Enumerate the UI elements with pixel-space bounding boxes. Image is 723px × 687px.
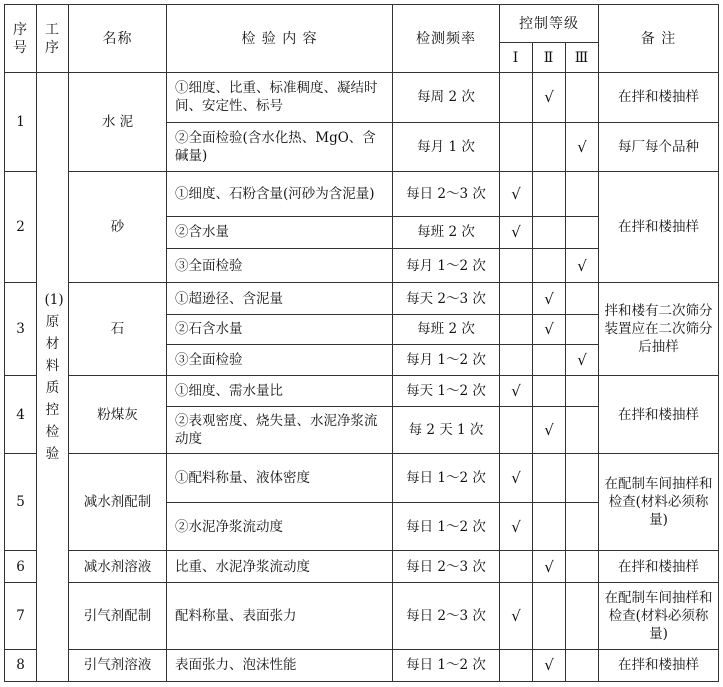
name-cell: 减水剂配制	[69, 454, 167, 551]
content-cell: ②含水量	[167, 216, 393, 248]
level-3-cell	[566, 248, 599, 282]
seq-cell: 5	[5, 454, 37, 551]
level-2-cell	[533, 376, 566, 406]
level-2-cell	[533, 502, 566, 551]
level-1-cell	[500, 314, 533, 344]
frequency-cell: 每日 1～2 次	[393, 649, 500, 681]
table-row	[5, 73, 719, 123]
header-frequency: 检测频率	[393, 5, 500, 73]
frequency-cell: 每班 2 次	[393, 314, 500, 344]
check-mark: √	[577, 256, 587, 275]
seq-cell: 2	[5, 172, 37, 283]
check-mark: √	[544, 421, 554, 440]
name-cell: 减水剂溶液	[69, 551, 167, 582]
level-1-cell	[500, 73, 533, 123]
check-mark: √	[544, 320, 554, 339]
table-row	[5, 283, 719, 314]
name-cell: 砂	[69, 172, 167, 283]
content-cell: 比重、水泥净浆流动度	[167, 551, 393, 582]
seq-cell: 7	[5, 582, 37, 649]
level-3-cell	[566, 649, 599, 681]
header-stage: 工序	[37, 5, 69, 73]
frequency-cell: 每天 2～3 次	[393, 283, 500, 314]
note-cell: 在配制车间抽样和检查(材料必须称量)	[599, 582, 719, 649]
check-mark: √	[577, 351, 587, 370]
note-cell: 在拌和楼抽样	[599, 649, 719, 681]
note-cell: 在拌和楼抽样	[599, 73, 719, 123]
level-1-cell	[500, 502, 533, 551]
table-row	[5, 376, 719, 406]
level-2-cell	[533, 649, 566, 681]
header-name: 名称	[69, 5, 167, 73]
level-2-cell	[533, 345, 566, 376]
check-mark: √	[544, 289, 554, 308]
level-1-cell	[500, 216, 533, 248]
frequency-cell: 每月 1～2 次	[393, 345, 500, 376]
name-cell: 石	[69, 283, 167, 376]
level-1-cell	[500, 376, 533, 406]
level-2-cell	[533, 406, 566, 454]
level-2-cell	[533, 73, 566, 123]
header-level-1: Ⅰ	[500, 43, 533, 73]
level-1-cell	[500, 122, 533, 172]
frequency-cell: 每日 2～3 次	[393, 172, 500, 217]
seq-cell: 3	[5, 283, 37, 376]
content-cell: ①配料称量、液体密度	[167, 454, 393, 503]
check-mark: √	[544, 557, 554, 576]
level-3-cell	[566, 283, 599, 314]
note-cell: 每厂每个品种	[599, 122, 719, 172]
content-cell: ②表观密度、烧失量、水泥净浆流动度	[167, 406, 393, 454]
level-1-cell	[500, 582, 533, 649]
level-3-cell	[566, 122, 599, 172]
stage-label: (1)原材料质控检验	[44, 292, 64, 462]
content-cell: ①细度、石粉含量(河砂为含泥量)	[167, 172, 393, 217]
level-2-cell	[533, 314, 566, 344]
note-cell: 在配制车间抽样和检查(材料必须称量)	[599, 454, 719, 551]
level-1-cell	[500, 172, 533, 217]
level-3-cell	[566, 376, 599, 406]
frequency-cell: 每月 1～2 次	[393, 248, 500, 282]
frequency-cell: 每月 1 次	[393, 122, 500, 172]
header-content: 检 验 内 容	[167, 5, 393, 73]
content-cell: ②石含水量	[167, 314, 393, 344]
level-1-cell	[500, 649, 533, 681]
frequency-cell: 每周 2 次	[393, 73, 500, 123]
check-mark: √	[544, 88, 554, 107]
name-cell: 粉煤灰	[69, 376, 167, 454]
level-2-cell	[533, 172, 566, 217]
table-row	[5, 551, 719, 582]
header-seq: 序号	[5, 5, 37, 73]
frequency-cell: 每日 2～3 次	[393, 551, 500, 582]
level-2-cell	[533, 454, 566, 503]
stage-cell	[37, 73, 69, 682]
level-1-cell	[500, 406, 533, 454]
level-2-cell	[533, 582, 566, 649]
level-2-cell	[533, 551, 566, 582]
check-mark: √	[511, 517, 521, 536]
content-cell: ①细度、需水量比	[167, 376, 393, 406]
table-row	[5, 582, 719, 649]
note-cell: 拌和楼有二次筛分装置应在二次筛分后抽样	[599, 283, 719, 376]
frequency-cell: 每日 2～3 次	[393, 582, 500, 649]
content-cell: ②全面检验(含水化热、MgO、含碱量)	[167, 122, 393, 172]
seq-cell: 1	[5, 73, 37, 172]
level-3-cell	[566, 551, 599, 582]
table-row	[5, 172, 719, 217]
check-mark: √	[577, 137, 587, 156]
level-1-cell	[500, 283, 533, 314]
note-cell: 在拌和楼抽样	[599, 172, 719, 283]
content-cell: 表面张力、泡沫性能	[167, 649, 393, 681]
header-level-2: Ⅱ	[533, 43, 566, 73]
content-cell: ①细度、比重、标准稠度、凝结时间、安定性、标号	[167, 73, 393, 123]
frequency-cell: 每日 1～2 次	[393, 502, 500, 551]
content-cell: ①超逊径、含泥量	[167, 283, 393, 314]
frequency-cell: 每 2 天 1 次	[393, 406, 500, 454]
content-cell: 配料称量、表面张力	[167, 582, 393, 649]
level-3-cell	[566, 216, 599, 248]
quality-control-table	[4, 4, 719, 682]
name-cell: 引气剂配制	[69, 582, 167, 649]
note-cell: 在拌和楼抽样	[599, 551, 719, 582]
level-2-cell	[533, 216, 566, 248]
level-3-cell	[566, 314, 599, 344]
seq-cell: 8	[5, 649, 37, 681]
check-mark: √	[511, 382, 521, 401]
content-cell: ③全面检验	[167, 248, 393, 282]
header-level-3: Ⅲ	[566, 43, 599, 73]
table-row	[5, 649, 719, 681]
name-cell: 引气剂溶液	[69, 649, 167, 681]
level-2-cell	[533, 122, 566, 172]
frequency-cell: 每班 2 次	[393, 216, 500, 248]
level-1-cell	[500, 248, 533, 282]
note-cell: 在拌和楼抽样	[599, 376, 719, 454]
check-mark: √	[511, 606, 521, 625]
level-3-cell	[566, 172, 599, 217]
level-3-cell	[566, 406, 599, 454]
frequency-cell: 每日 1～2 次	[393, 454, 500, 503]
check-mark: √	[511, 223, 521, 242]
check-mark: √	[511, 184, 521, 203]
header-control-level: 控制等级	[500, 5, 599, 43]
level-3-cell	[566, 345, 599, 376]
level-1-cell	[500, 345, 533, 376]
level-3-cell	[566, 73, 599, 123]
level-3-cell	[566, 454, 599, 503]
level-1-cell	[500, 454, 533, 503]
frequency-cell: 每天 1～2 次	[393, 376, 500, 406]
check-mark: √	[544, 656, 554, 675]
header-note: 备 注	[599, 5, 719, 73]
level-2-cell	[533, 283, 566, 314]
level-3-cell	[566, 502, 599, 551]
level-2-cell	[533, 248, 566, 282]
level-3-cell	[566, 582, 599, 649]
name-cell: 水 泥	[69, 73, 167, 172]
table-row	[5, 454, 719, 503]
seq-cell: 4	[5, 376, 37, 454]
check-mark: √	[511, 469, 521, 488]
seq-cell: 6	[5, 551, 37, 582]
content-cell: ③全面检验	[167, 345, 393, 376]
content-cell: ②水泥净浆流动度	[167, 502, 393, 551]
level-1-cell	[500, 551, 533, 582]
